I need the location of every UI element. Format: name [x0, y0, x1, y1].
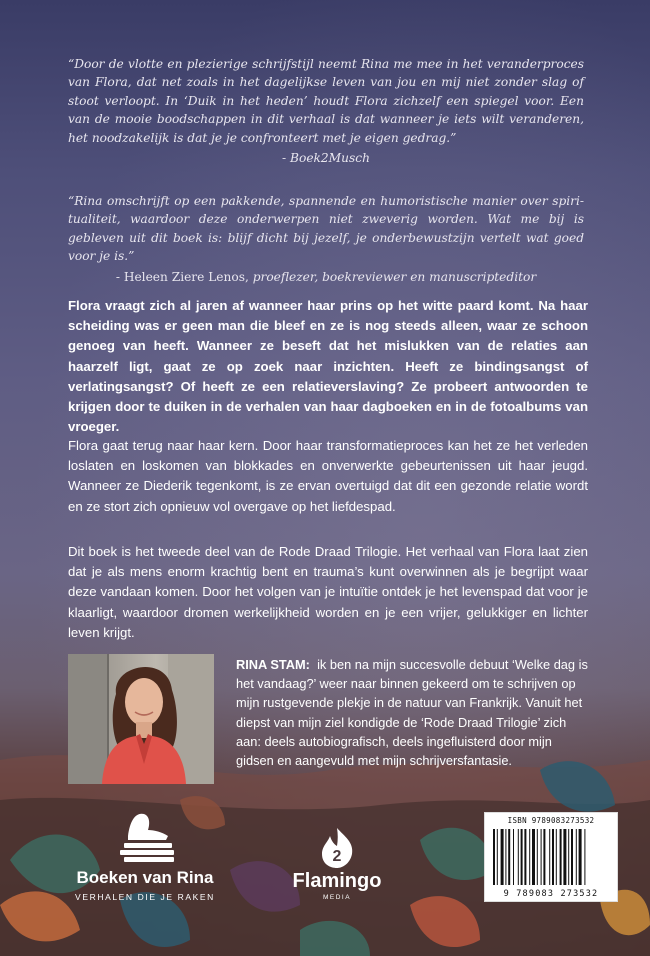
- barcode-bar: [568, 829, 569, 885]
- barcode-bar: [521, 829, 523, 885]
- barcode-bar: [501, 829, 504, 885]
- publisher-tagline: VERHALEN DIE JE RAKEN: [75, 892, 215, 902]
- flame-numeral: 2: [332, 848, 342, 865]
- barcode-bar: [579, 829, 582, 885]
- review-quote-2: [68, 192, 584, 286]
- barcode-bar: [493, 829, 495, 885]
- review-quote-2-attribution: [68, 268, 584, 286]
- publisher-logo-boeken-van-rina: [70, 806, 220, 936]
- barcode-bar: [571, 829, 573, 885]
- barcode-bar: [560, 829, 562, 885]
- blurb-paragraph-3: Dit boek is het tweede deel van de Rode Draad Trilogie. Het verhaal van Flora laat zien dat je als mens enorm krachtig bent en trauma’s kunt overwinnen als je begrijpt waar deze vandaan komen. Door het volgen van je intuïtie ontdek je het levenspad dat voor je klaarligt, waardoor dromen werkelijkheid worden en je een vrijer, gelukkiger en lichter leven krijgt.: [68, 544, 588, 640]
- barcode-bar: [529, 829, 530, 885]
- barcode-bar: [518, 829, 519, 885]
- isbn-number: 9 789083 273532: [503, 889, 599, 899]
- publisher-name: Boeken van Rina: [76, 868, 214, 887]
- barcode-bar: [563, 829, 566, 885]
- review-quote-2-text: “Rina omschrijft op een pakkende, spannende en humoristische manier over spiritualiteit, waardoor deze onderwerpen niet zweverig worden. Wat me bij is gebleven uit dit boek is: blijf dicht bij jezelf, je onderbewustzijn vertelt wat goed voor je is.”: [68, 194, 584, 264]
- review-quote-1-attribution: - Boek2Musch: [282, 151, 370, 166]
- barcode-bars: [485, 813, 617, 901]
- barcode-bar: [556, 829, 557, 885]
- barcode-bar: [541, 829, 542, 885]
- author-name-label: RINA STAM:: [236, 657, 310, 672]
- barcode-bar: [532, 829, 535, 885]
- barcode-bar: [576, 829, 577, 885]
- flame-icon: [272, 826, 402, 870]
- barcode-bar: [508, 829, 510, 885]
- barcode-bar: [513, 829, 514, 885]
- blurb-intro: Flora vraagt zich al jaren af wanneer haar prins op het witte paard komt. Na haar scheiding was er geen man die bleef en ze is nog steeds alleen, waar ze schoon genoeg van heeft. Wanneer ze beseft dat het mislukken van de relaties aan haarzelf ligt, gaat ze op zoek naar inzichten. Heeft ze bindingsangst of verlatingsangst? Of heeft ze een relatieverslaving? Ze probeert antwoorden te krijgen door te duiken in de verhalen van haar dagboeken en in de fotoalbums van vroeger.: [68, 298, 588, 435]
- isbn-label: ISBN 9789083273532: [507, 816, 595, 825]
- review-quote-1-text: “Door de vlotte en plezierige schrijfstijl neemt Rina me mee in het veranderproces van Flora, dat net zoals in het dagelijkse leven van jou en mij niet zonder slag of stoot verloopt. In ‘Duik in het heden’ houdt Flora zichzelf een spiegel voor. Een van de mooie boodschappen in dit verhaal is dat wanneer je iets wilt veranderen, het noodzakelijk is dat je je confronteert met je eigen gedrag.”: [68, 57, 584, 145]
- publisher-logo-flamingo-media: [272, 826, 402, 916]
- barcode-bar: [584, 829, 585, 885]
- review-quote-1: [68, 55, 584, 167]
- flamingo-name: Flamingo: [292, 870, 382, 892]
- author-bio-text: ik ben na mijn succesvolle debuut ‘Welke dag is het vandaag?’ weer naar binnen gekeerd om te schrijven op mijn rustgevende plekje in de natuur van Frankrijk. Vanuit het diepst van mijn ziel kondigde de ‘Rode Draad Trilogie’ zich aan: deels autobiografisch, deels ingefluisterd door mijn gidsen en aangevuld met mijn schrijversfantasie.: [236, 657, 588, 769]
- review-quote-2-attribution-name: - Heleen Ziere Lenos,: [115, 269, 249, 284]
- barcode-bar: [537, 829, 538, 885]
- barcode-bar: [524, 829, 526, 885]
- shoe-on-books-icon: [70, 806, 220, 866]
- author-portrait-illustration: [68, 654, 214, 784]
- barcode-bar: [552, 829, 554, 885]
- barcode-bar: [497, 829, 498, 885]
- author-bio: [236, 655, 592, 770]
- isbn-barcode: [484, 812, 618, 902]
- barcode-bar: [505, 829, 506, 885]
- blurb-paragraph-2: Flora gaat terug naar haar kern. Door haar transformatieproces kan het ze het verleden loslaten en loskomen van blokkades en onverwerkte gebeurtenissen uit haar jeugd. Wanneer ze Diederik tegenkomt, is ze ervan overtuigd dat dit een gezonde relatie wordt en ze stort zich opnieuw vol overgave op het liefdespad.: [68, 438, 588, 514]
- review-quote-2-attribution-role: proeflezer, boekreviewer en manuscripteditor: [252, 269, 537, 284]
- author-photo: [68, 654, 214, 784]
- barcode-bar: [543, 829, 545, 885]
- flamingo-tagline: MEDIA: [322, 894, 352, 901]
- barcode-bar: [549, 829, 550, 885]
